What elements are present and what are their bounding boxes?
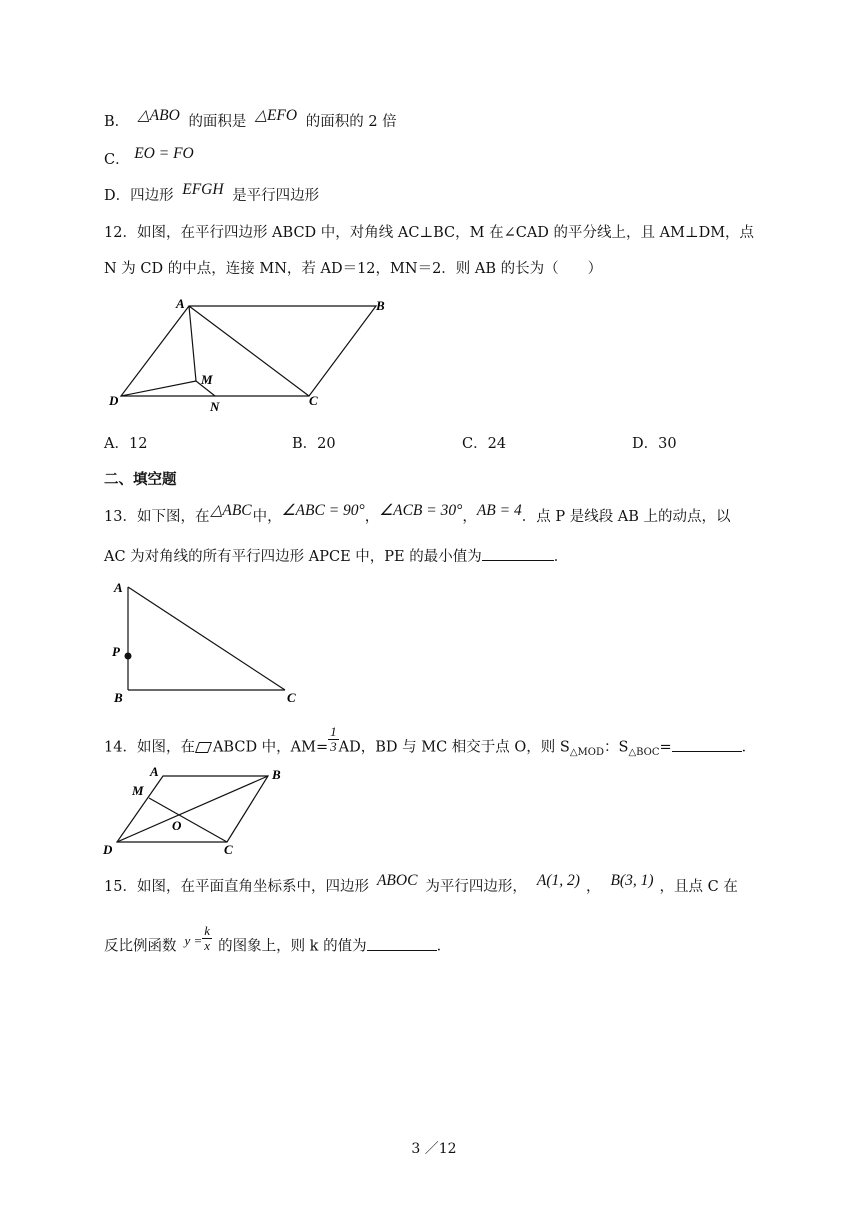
subscript: △BOC (628, 746, 660, 758)
math-expression: B(3, 1) (610, 872, 654, 889)
point-p (125, 653, 132, 660)
q15-stem-line2 (104, 923, 452, 961)
q14-stem (104, 724, 757, 762)
label-b: B (272, 767, 281, 782)
label-b: B (376, 298, 385, 313)
fraction (328, 725, 339, 754)
math-expression: △EFO (255, 107, 298, 124)
stem-text: 中， (252, 509, 282, 525)
q11-option-b (104, 107, 397, 132)
stem-text: ， (364, 509, 380, 525)
option-text: 是平行四边形 (232, 188, 320, 204)
stem-text: ，且点 C 在 (659, 879, 738, 895)
q14-parallelogram-figure (100, 762, 300, 860)
fraction-denominator: x (204, 938, 211, 953)
fraction-denominator: 3 (330, 739, 337, 754)
q12-option-c: C．24 (462, 436, 507, 452)
fraction (202, 924, 212, 953)
label-a: A (150, 764, 159, 779)
q12-option-b: B．20 (292, 436, 336, 452)
math-expression: ABOC (376, 872, 418, 889)
section-title: 二、填空题 (104, 471, 177, 488)
label-c: C (287, 690, 296, 705)
stem-text: AC 为对角线的所有平行四边形 APCE 中，PE 的最小值为 (104, 549, 482, 565)
q13-triangle-figure (104, 578, 304, 708)
label-d: D (103, 842, 113, 857)
stem-text: ABCD 中，AM= (212, 739, 329, 756)
stem-text: 13．如下图，在 (104, 509, 210, 525)
subscript: △MOD (569, 746, 604, 758)
option-label: D．四边形 (104, 188, 174, 204)
option-label: C． (104, 152, 130, 168)
stem-text: 14．如图，在 (104, 739, 195, 756)
stem-text: ， (462, 509, 477, 525)
label-b: B (114, 690, 123, 705)
stem-text: ：S (604, 739, 629, 756)
parallelogram-symbol-icon (195, 742, 212, 753)
stem-text: 反比例函数 (104, 938, 177, 955)
answer-blank[interactable] (367, 936, 437, 951)
q13-stem-line1 (104, 502, 731, 527)
stem-text: ． (741, 739, 757, 756)
math-expression: AB = 4 (476, 502, 522, 519)
q12-stem-line2: N 为 CD 的中点，连接 MN，若 AD＝12，MN＝2．则 AB 的长为（ ） (104, 261, 603, 277)
q12-option-a: A．12 (104, 436, 148, 452)
math-expression: △ABO (137, 107, 180, 124)
stem-text: 15．如图，在平面直角坐标系中，四边形 (104, 879, 369, 895)
label-o: O (172, 818, 182, 833)
math-expression: y = (184, 932, 203, 948)
option-text: 的面积的 2 倍 (305, 114, 397, 130)
answer-blank[interactable] (672, 737, 742, 752)
q12-parallelogram-figure (100, 292, 400, 416)
q13-stem-line2 (104, 546, 568, 567)
stem-text: ． (553, 549, 569, 565)
fraction-numerator: 1 (330, 724, 337, 739)
label-n: N (210, 399, 220, 414)
label-m: M (201, 372, 213, 387)
segment-dm (121, 381, 196, 396)
option-label: B． (104, 114, 130, 130)
segment-am (189, 306, 196, 381)
label-m: M (132, 783, 144, 798)
page-number: 3 ／12 (411, 1141, 457, 1157)
q12-stem-line1: 12．如图，在平行四边形 ABCD 中，对角线 AC⊥BC，M 在∠CAD 的平分线上，且 AM⊥DM，点 (104, 225, 755, 241)
stem-text: = (659, 739, 672, 756)
label-a: A (176, 296, 185, 311)
q11-option-d (104, 181, 320, 206)
math-expression: △ABC (210, 502, 252, 519)
q11-option-c (104, 145, 198, 170)
stem-text: ． (436, 938, 452, 955)
label-c: C (309, 393, 318, 408)
label-d: D (109, 393, 119, 408)
math-expression: ∠ACB = 30° (379, 502, 463, 519)
label-c: C (224, 842, 233, 857)
math-expression: A(1, 2) (536, 872, 580, 889)
option-text: 的面积是 (188, 114, 247, 130)
math-expression: EFGH (182, 181, 224, 198)
math-expression: EO = FO (134, 145, 194, 162)
side-ac (128, 587, 285, 690)
q15-stem-line1 (104, 872, 738, 897)
math-expression: ∠ABC = 90° (281, 502, 365, 519)
stem-text: ．点 P 是线段 AB 上的动点，以 (521, 509, 731, 525)
q12-option-d: D．30 (632, 436, 677, 452)
fraction-numerator: k (204, 923, 211, 938)
stem-text: ， (585, 879, 601, 895)
label-a: A (114, 580, 123, 595)
stem-text: 为平行四边形， (425, 879, 527, 895)
label-p: P (112, 644, 120, 659)
stem-text: AD，BD 与 MC 相交于点 O，则 S (338, 739, 570, 756)
stem-text: 的图象上，则 k 的值为 (218, 938, 367, 955)
answer-blank[interactable] (482, 546, 554, 561)
segment-mc (149, 798, 227, 842)
